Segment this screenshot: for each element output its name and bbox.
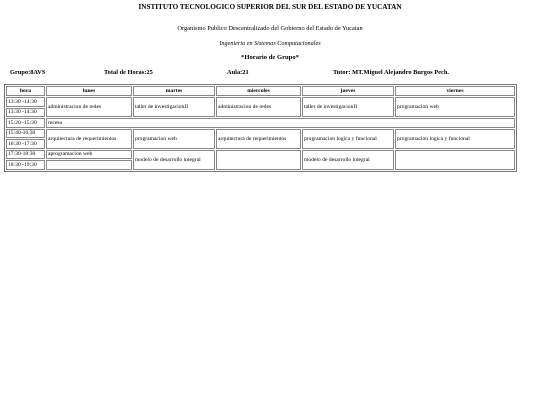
class-cell: taller de investigacionII — [133, 97, 215, 117]
header-martes: martes — [133, 86, 215, 96]
organism-subtitle: Organismo Publico Descentralizado del Gobierno del Estado de Yucatan — [177, 25, 363, 32]
table-row — [6, 150, 515, 160]
table-row — [6, 97, 515, 107]
total-hours-label: Total de Horas:25 — [104, 69, 153, 76]
hour-cell: 15:20 -15:30 — [6, 118, 45, 128]
class-cell: modelo de desarrollo integral — [302, 150, 394, 170]
tutor-label: Tutor: MT.Miguel Alejandro Burgos Pech. — [333, 69, 449, 76]
class-cell: programacion logica y funcional — [302, 129, 394, 149]
header-viernes: viernes — [395, 86, 515, 96]
header-jueves: jueves — [302, 86, 394, 96]
hour-cell: 15:40-16:30 — [6, 129, 45, 139]
class-cell: aprogramacion web — [46, 150, 132, 160]
class-cell: programacion web — [133, 129, 215, 149]
class-cell: taller de investigacionII — [302, 97, 394, 117]
schedule-table — [4, 84, 517, 172]
class-cell: modelo de desarrollo integral — [133, 150, 215, 170]
hour-cell: 17:30-18:30 — [6, 150, 45, 160]
table-row — [6, 118, 515, 128]
schedule-title: *Horario de Grupo* — [241, 54, 299, 61]
header-miercoles: miercoles — [216, 86, 301, 96]
class-cell — [395, 150, 515, 170]
classroom-label: Aula:21 — [227, 69, 249, 76]
class-cell: administracion de redes — [216, 97, 301, 117]
hour-cell: 13:30 -14:30 — [6, 108, 45, 118]
class-cell — [216, 150, 301, 170]
group-label: Grupo:8AVS — [10, 69, 46, 76]
hour-cell: 16:30 -17:30 — [6, 139, 45, 149]
class-cell: arquitectura de requerimientos — [46, 129, 132, 149]
class-cell: arquitectura de requerimientos — [216, 129, 301, 149]
table-row — [6, 129, 515, 139]
hour-cell: 18:30 -19:30 — [6, 160, 45, 170]
hour-cell: 13:30 -14:30 — [6, 97, 45, 107]
class-cell — [46, 160, 132, 170]
header-hora: hora — [6, 86, 45, 96]
recess-cell: receso — [46, 118, 515, 128]
career-name: Ingenieria en Sistemas Computacionales — [219, 40, 321, 47]
class-cell: programacion logica y funcional — [395, 129, 515, 149]
table-header-row — [6, 86, 515, 96]
institute-title: INSTITUTO TECNOLOGICO SUPERIOR DEL SUR DEL ESTADO DE YUCATAN — [138, 3, 402, 11]
class-cell: programacion web — [395, 97, 515, 117]
class-cell: administracion de redes — [46, 97, 132, 117]
header-lunes: lunes — [46, 86, 132, 96]
